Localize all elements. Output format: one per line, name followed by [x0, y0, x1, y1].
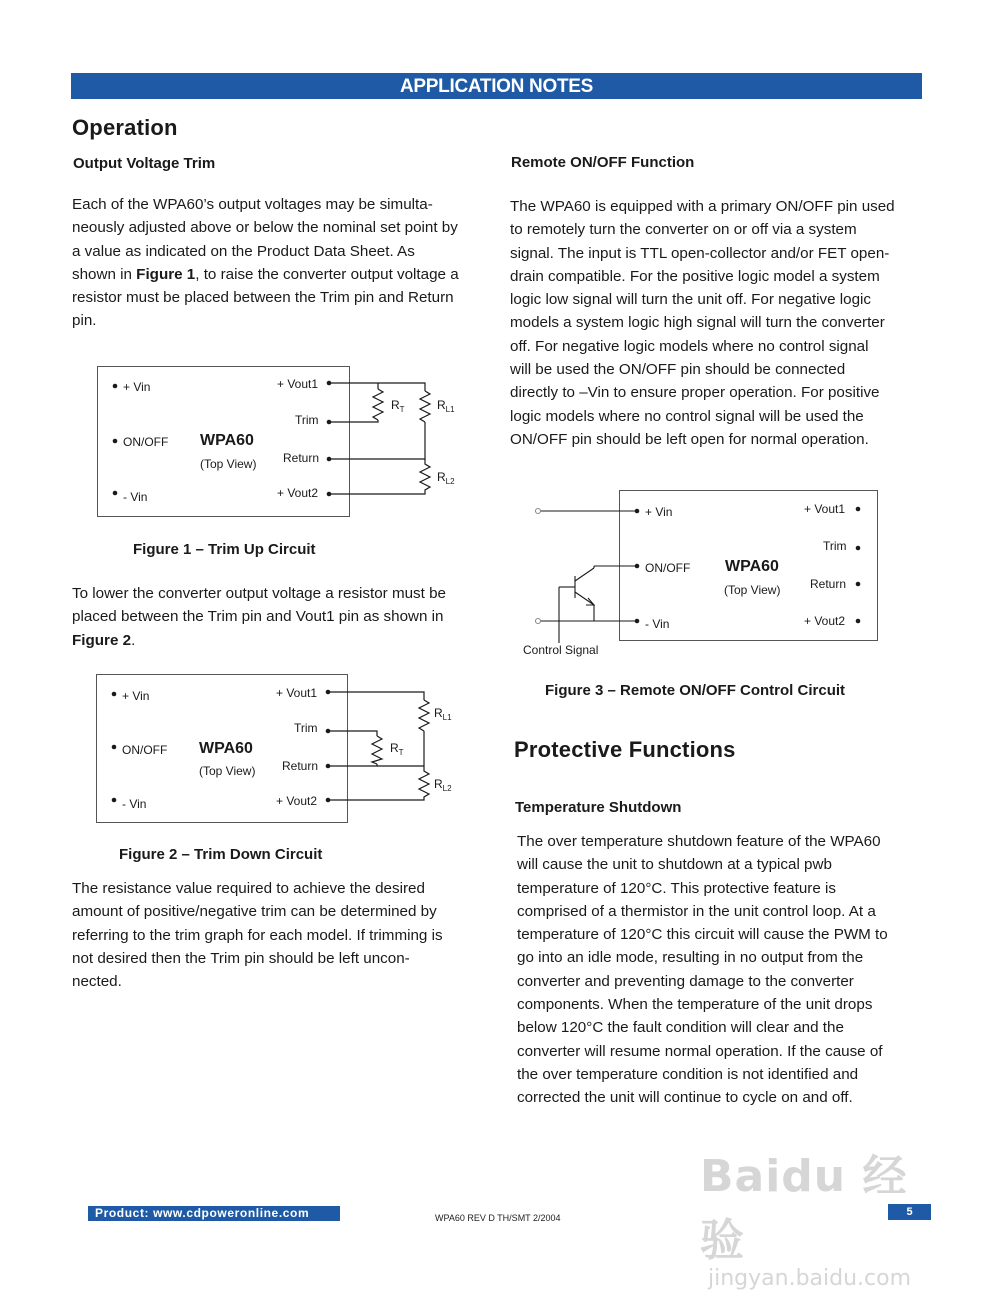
trim-paragraph-2: To lower the converter output voltage a resistor must be placed between the Trim pin and Vout1 pin as shown in Figure 2.: [72, 585, 446, 649]
svg-text:WPA60: WPA60: [199, 740, 253, 757]
figure-2-trim-down-circuit: [94, 672, 474, 832]
svg-text:Trim: Trim: [295, 413, 319, 427]
svg-text:Trim: Trim: [823, 539, 847, 553]
operation-heading: Operation: [72, 115, 178, 140]
figure-1-trim-up-circuit: [95, 364, 475, 524]
figure-2-caption: Figure 2 – Trim Down Circuit: [119, 846, 323, 863]
svg-text:+ Vout2: + Vout2: [804, 614, 846, 628]
svg-text:RL1: $R_{L1}$: [434, 706, 452, 722]
svg-text:RL1: $R_{L1}$: [437, 398, 455, 414]
svg-text:+ Vin: + Vin: [645, 505, 673, 519]
svg-text:ON/OFF: ON/OFF: [645, 561, 691, 575]
svg-text:- Vin: - Vin: [122, 797, 147, 811]
svg-text:RL2: $R_{L2}$: [434, 777, 452, 793]
control-signal-label: Control Signal: [523, 643, 599, 657]
output-voltage-trim-heading: Output Voltage Trim: [73, 155, 216, 172]
temperature-shutdown-paragraph: The over temperature shutdown feature of the WPA60 will cause the unit to shutdown at a typical pwb temperature of 120°C. This protective feature is comprised of a thermistor in the unit control loop. At a temperature of 120°C this circuit will cause the PWM to go into an idle mode, resulting in no output from the converter and preventing damage to the converter components. When the temperature of the unit drops below 120°C the fault condition will clear and the converter will resume normal operation. If the cause of the over temperature condition is not identified and corrected the unit will continue to cycle on and off.: [517, 833, 888, 1107]
section-banner: APPLICATION NOTES: [71, 73, 922, 99]
svg-text:Return: Return: [282, 759, 319, 773]
revision-text: WPA60 REV D TH/SMT 2/2004: [435, 1213, 561, 1223]
figure-3-remote-onoff-circuit: [515, 488, 895, 663]
protective-functions-heading: Protective Functions: [514, 737, 736, 762]
page-number: 5: [888, 1204, 931, 1220]
svg-text:- Vin: - Vin: [123, 490, 148, 504]
svg-text:Return: Return: [810, 577, 847, 591]
svg-text:RL2: $R_{L2}$: [437, 470, 455, 486]
svg-text:+ Vout1: + Vout1: [804, 502, 846, 516]
svg-text:(Top View): (Top View): [199, 764, 256, 778]
svg-text:+ Vin: + Vin: [122, 689, 150, 703]
svg-text:RT: $R_T$: [391, 398, 405, 414]
svg-text:RT: $R_T$: [390, 741, 404, 757]
svg-text:+ Vout2: + Vout2: [277, 486, 319, 500]
svg-text:+ Vout1: + Vout1: [277, 377, 319, 391]
trim-paragraph-1: Each of the WPA60’s output voltages may be simulta- neously adjusted above or below the nominal set point by a value as indicated on the Product Data Sheet. As shown in Figure 1, to raise the converter output voltage a resistor must be placed between the Trim pin and Return pin.: [72, 196, 459, 330]
svg-text:WPA60: WPA60: [725, 558, 779, 575]
svg-text:+ Vout2: + Vout2: [276, 794, 318, 808]
figure-1-caption: Figure 1 – Trim Up Circuit: [133, 541, 316, 558]
svg-text:Return: Return: [283, 451, 320, 465]
svg-text:ON/OFF: ON/OFF: [122, 743, 168, 757]
remote-onoff-paragraph: The WPA60 is equipped with a primary ON/OFF pin used to remotely turn the converter on or off via a system signal. The input is TTL open-collector and/or FET open- drain compatible. For the positive logic model a system logic low signal will turn the unit off. For negative logic models a system logic high signal will turn the converter off. For negative logic models where no control signal will be used the ON/OFF pin should be connected directly to –Vin to ensure proper operation. For positive logic models where no control signal will be used the ON/OFF pin should be left open for normal operation.: [510, 198, 895, 448]
svg-text:- Vin: - Vin: [645, 617, 670, 631]
remote-onoff-heading: Remote ON/OFF Function: [511, 154, 695, 171]
svg-text:+ Vout1: + Vout1: [276, 686, 318, 700]
svg-text:ON/OFF: ON/OFF: [123, 435, 169, 449]
svg-text:(Top View): (Top View): [200, 457, 257, 471]
svg-text:WPA60: WPA60: [200, 432, 254, 449]
baidu-watermark: Baidu 经验 jingyan.baidu.com: [700, 1151, 912, 1291]
product-link[interactable]: Product: www.cdpoweronline.com: [88, 1206, 340, 1221]
svg-text:Trim: Trim: [294, 721, 318, 735]
svg-text:(Top View): (Top View): [724, 583, 781, 597]
svg-text:+ Vin: + Vin: [123, 380, 151, 394]
figure-3-caption: Figure 3 – Remote ON/OFF Control Circuit: [545, 682, 846, 699]
temperature-shutdown-heading: Temperature Shutdown: [515, 799, 682, 816]
trim-paragraph-3: The resistance value required to achieve the desired amount of positive/negative trim can be determined by referring to the trim graph for each model. If trimming is not desired then the Trim pin should be left uncon- nected.: [72, 880, 443, 991]
